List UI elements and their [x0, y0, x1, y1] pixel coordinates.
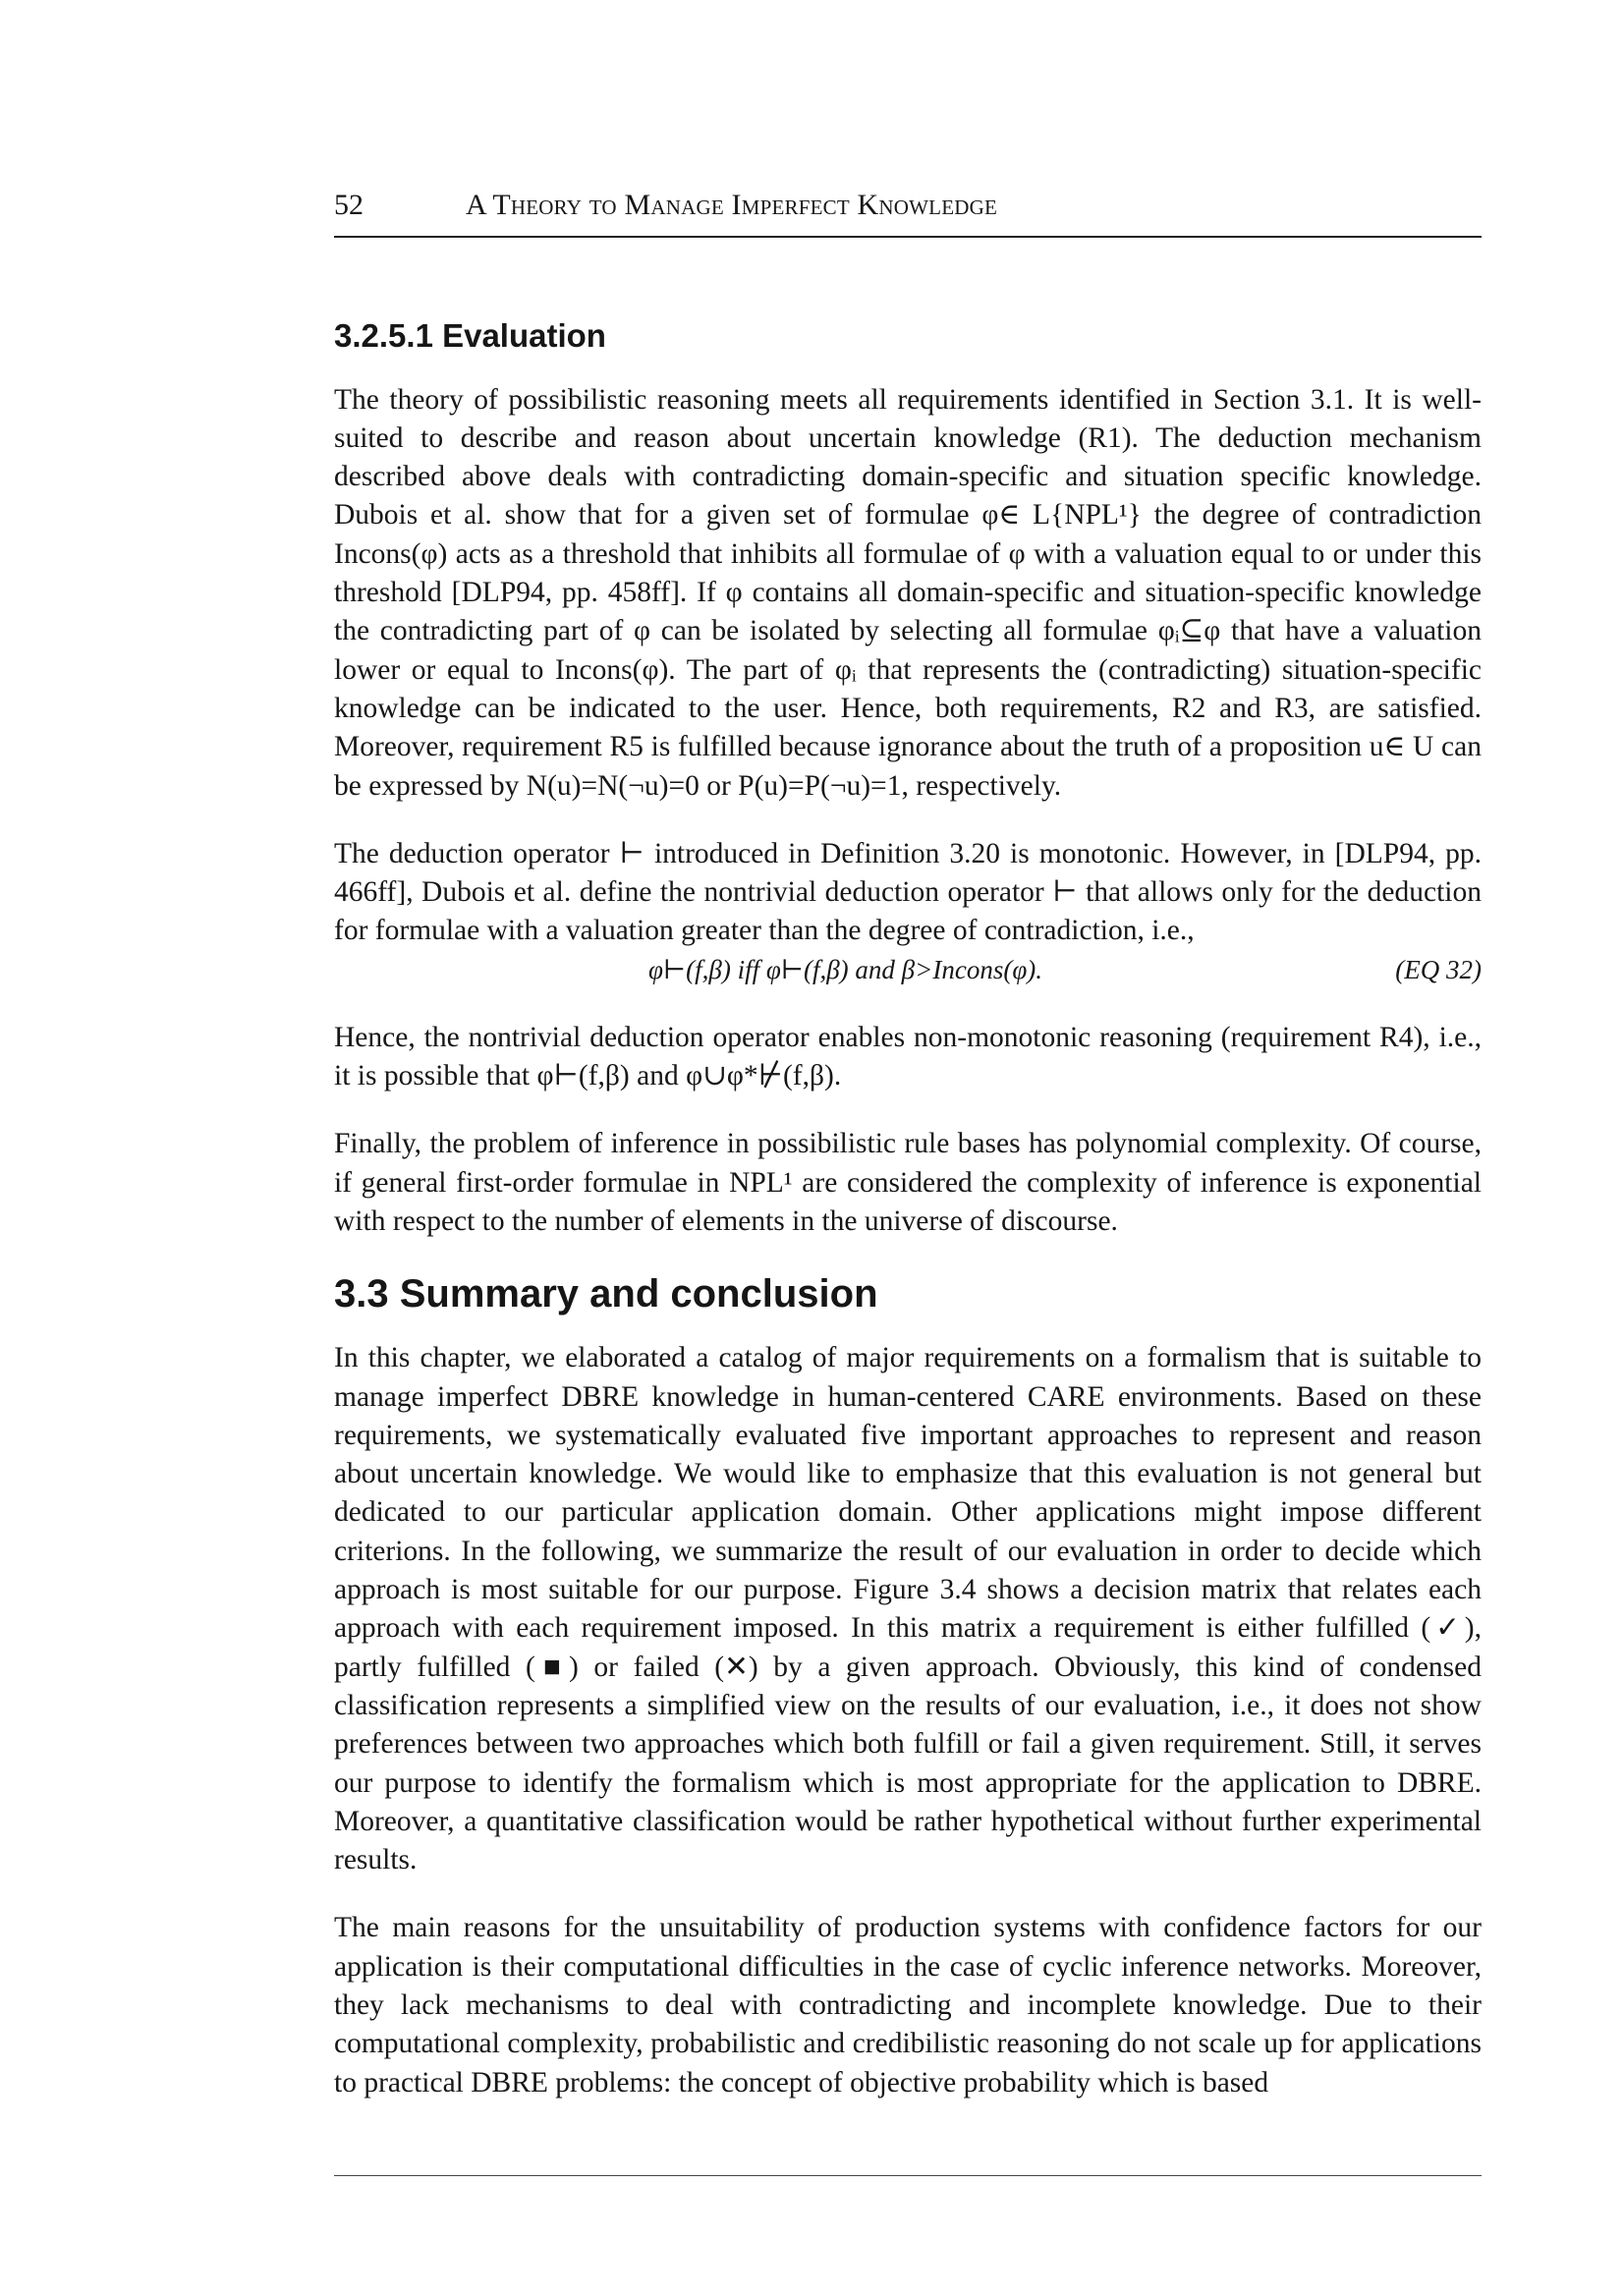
equation-formula: φ⊢(f,β) iff φ⊢(f,β) and β>Incons(φ). — [648, 954, 1042, 984]
paragraph-evaluation-3: Hence, the nontrivial deduction operator enables non-monotonic reasoning (requirement R4), i.e., it is possible that φ⊢(f,β) and φ∪φ*⊬(f,β). — [334, 1021, 1482, 1092]
footer-rule — [334, 2175, 1482, 2176]
running-title: A Theory to Manage Imperfect Knowledge — [466, 189, 997, 221]
paragraph-summary-2: The main reasons for the unsuitability of production systems with confidence factors for our application is their computational difficulties in the case of cyclic inference networks. Moreover, they lack mechanisms to deal with contradicting and incomplete knowledge. Due to their computational complexity, probabilistic and credibilistic reasoning do not scale up for applications to practical DBRE problems: the concept of objective probability which is based — [334, 1912, 1482, 2099]
paragraph-summary-1: In this chapter, we elaborated a catalog of major requirements on a formalism that is suitable to manage imperfect DBRE knowledge in human-centered CARE environments. Based on these requirements, we systematically evaluated five important approaches to represent and reason about uncertain knowledge. We would like to emphasize that this evaluation is not general but dedicated to our particular application domain. Other applications might impose different criterions. In the following, we summarize the result of our evaluation in order to decide which approach is most suitable for our purpose. Figure 3.4 shows a decision matrix that relates each approach with each requirement imposed. In this matrix a requirement is either fulfilled (✓), partly fulfilled (■) or failed (✕) by a given approach. Obviously, this kind of condensed classification represents a simplified view on the results of our evaluation, i.e., it does not show preferences between two approaches which both fulfill or fail a given requirement. Still, it serves our purpose to identify the formalism which is most appropriate for the application to DBRE. Moreover, a quantitative classification would be rather hypothetical without further experimental results. — [334, 1342, 1482, 1876]
equation-label: (EQ 32) — [1395, 954, 1482, 984]
page-header — [334, 185, 1482, 238]
equation-32 — [334, 951, 1482, 989]
paragraph-evaluation-4: Finally, the problem of inference in possibilistic rule bases has polynomial complexity. Of course, if general first-order formulae in NPL¹ are considered the complexity of inference is exponential with respect to the number of elements in the universe of discourse. — [334, 1128, 1482, 1237]
paragraph-evaluation-1: The theory of possibilistic reasoning meets all requirements identified in Section 3.1. It is well-suited to describe and reason about uncertain knowledge (R1). The deduction mechanism described above deals with contradicting domain-specific and situation specific knowledge. Dubois et al. show that for a given set of formulae φ∈ L{NPL¹} the degree of contradiction Incons(φ) acts as a threshold that inhibits all formulae of φ with a valuation equal to or under this threshold [DLP94, pp. 458ff]. If φ contains all domain-specific and situation-specific knowledge the contradicting part of φ can be isolated by selecting all formulae φᵢ⊆φ that have a valuation lower or equal to Incons(φ). The part of φᵢ that represents the (contradicting) situation-specific knowledge can be indicated to the user. Hence, both requirements, R2 and R3, are satisfied. Moreover, requirement R5 is fulfilled because ignorance about the truth of a proposition u∈ U can be expressed by N(u)=N(¬u)=0 or P(u)=P(¬u)=1, respectively. — [334, 383, 1482, 802]
section-title: 3.3 Summary and conclusion — [334, 1272, 878, 1316]
paragraph-evaluation-2: The deduction operator ⊢ introduced in Definition 3.20 is monotonic. However, in [DLP94, pp. 466ff], Dubois et al. define the nontrivial deduction operator ⊢ that allows only for the deduction for formulae with a valuation greater than the degree of contradiction, i.e., — [334, 837, 1482, 947]
subsection-title: 3.2.5.1 Evaluation — [334, 317, 606, 354]
page-number: 52 — [334, 189, 364, 221]
page-content — [334, 316, 1482, 2132]
